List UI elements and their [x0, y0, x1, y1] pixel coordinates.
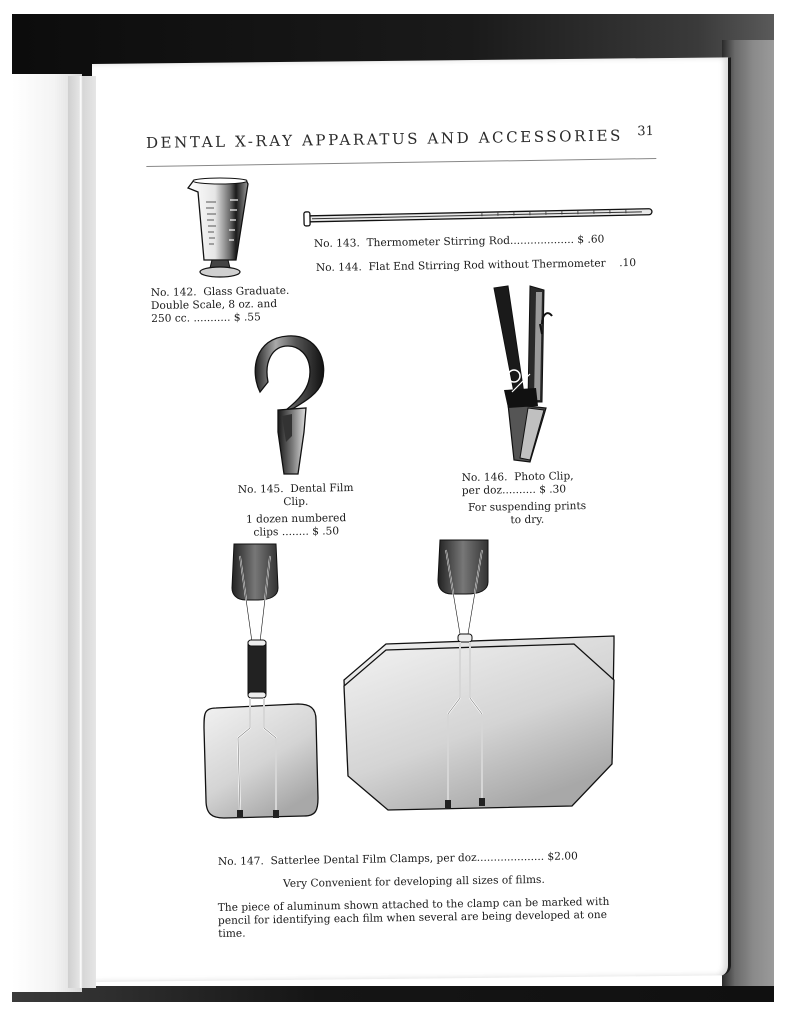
item-147-leader: .................... [476, 850, 545, 864]
item-146-leader: .......... [501, 483, 536, 497]
item-145-number: No. 145. [237, 483, 284, 496]
item-147-description-line-1: The piece of aluminum shown attached to the clamp can be marked with [217, 895, 610, 915]
item-146-name: Photo Clip, [514, 470, 574, 484]
item-143-price: $ .60 [577, 233, 605, 246]
item-142-leader: ........... [193, 311, 231, 325]
running-head-title: DENTAL X-RAY APPARATUS AND ACCESSORIES [145, 126, 624, 152]
item-146-number: No. 146. [461, 471, 508, 485]
item-147-subhead: Very Convenient for developing all sizes of films. [283, 873, 545, 890]
item-144-number: No. 144. [315, 261, 362, 274]
item-147-number: No. 147. [217, 855, 264, 868]
scan-dark-border-bottom [12, 986, 774, 1002]
item-146-line-1: per doz [461, 484, 503, 498]
item-146-price: $ .30 [539, 483, 567, 496]
item-143-number: No. 143. [313, 237, 360, 250]
item-147-description [218, 896, 610, 941]
item-142-caption [151, 285, 290, 326]
film-clamp-small-illustration [200, 542, 324, 824]
item-146-note-2: to dry. [510, 513, 545, 527]
item-145-line-1: 1 dozen numbered [245, 512, 347, 526]
dental-film-clip-illustration [248, 332, 330, 478]
photo-clip-illustration [490, 284, 560, 466]
item-146-caption [462, 470, 593, 528]
item-146-note-1: For suspending prints [467, 500, 587, 514]
glass-graduate-illustration [184, 176, 254, 280]
item-145-line-2: clips [253, 526, 279, 539]
item-142-name: Glass Graduate. [203, 284, 290, 299]
thermometer-stirring-rod-illustration [302, 206, 656, 232]
item-145-name: Dental Film [290, 482, 354, 496]
item-142-price: $ .55 [233, 311, 261, 324]
item-145-price: $ .50 [312, 525, 340, 538]
item-145-leader: ........ [281, 525, 309, 539]
item-142-line-1: Double Scale, 8 oz. and [150, 298, 278, 312]
item-147-name: Satterlee Dental Film Clamps, per doz [270, 851, 477, 868]
item-145-name-cont: Clip. [283, 495, 309, 509]
book-gutter [68, 76, 96, 988]
item-147-description-line-3: time. [218, 927, 246, 940]
item-145-caption [228, 482, 365, 540]
item-147-price: $2.00 [547, 850, 578, 863]
item-142-number: No. 142. [150, 286, 197, 300]
item-147-description-line-2: pencil for identifying each film when several are being developed at one [217, 908, 608, 927]
page-number: 31 [637, 124, 654, 140]
item-143-name: Thermometer Stirring Rod [366, 234, 511, 250]
item-144-price: .10 [619, 256, 637, 270]
item-143-leader: ................... [509, 233, 575, 247]
item-144-name: Flat End Stirring Rod without Thermometer [368, 257, 606, 274]
item-142-line-2: 250 cc. [151, 312, 191, 325]
film-clamp-large-illustration [342, 538, 618, 818]
